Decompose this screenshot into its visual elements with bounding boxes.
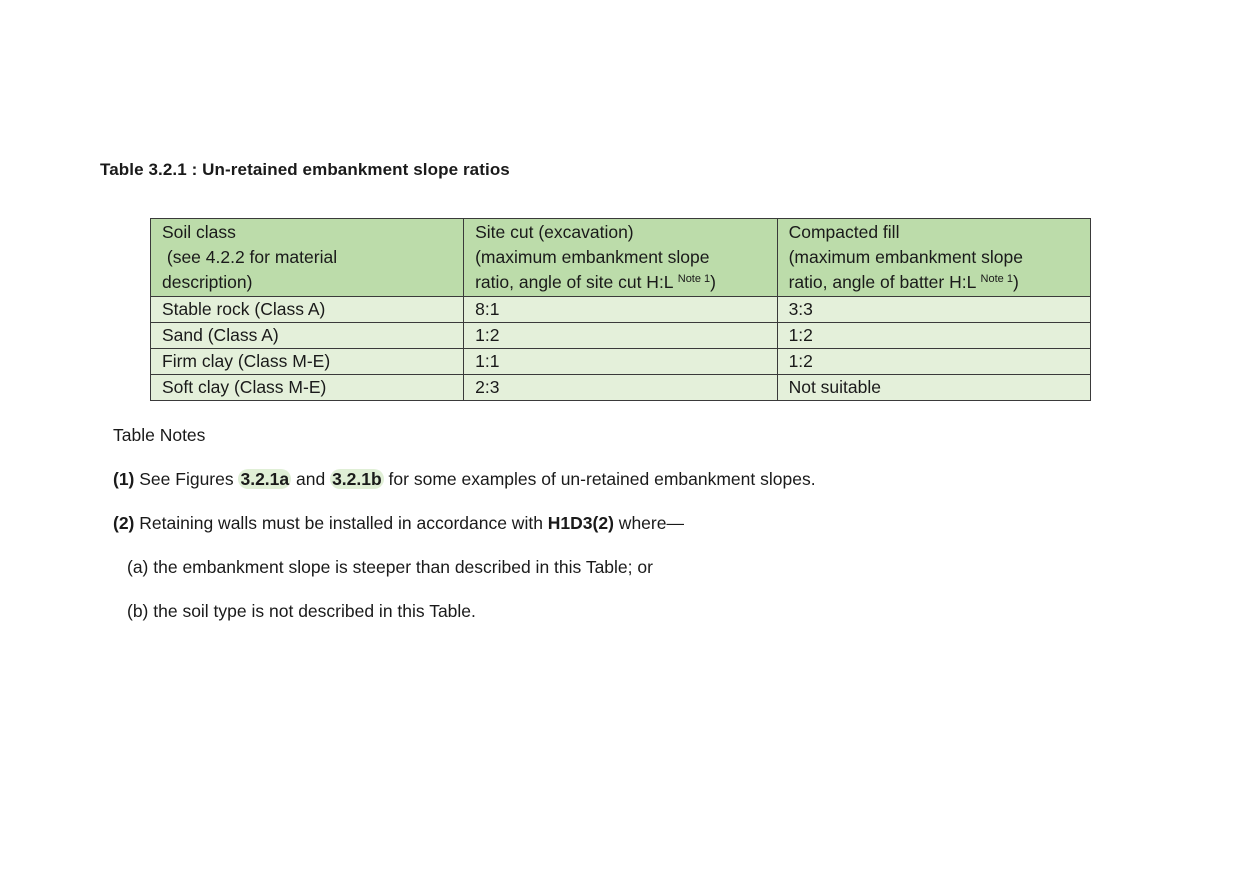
cell-compacted-fill: 3:3	[777, 297, 1090, 323]
cell-soil-class: Sand (Class A)	[151, 323, 464, 349]
table-title: Table 3.2.1 : Un-retained embankment slope ratios	[100, 160, 510, 179]
cell-compacted-fill: 1:2	[777, 323, 1090, 349]
cell-compacted-fill: Not suitable	[777, 375, 1090, 401]
header-text: ratio, angle of site cut H:L	[475, 272, 678, 292]
header-line: Site cut (excavation)	[475, 222, 634, 242]
clause-reference: H1D3(2)	[547, 513, 614, 533]
cell-site-cut: 1:1	[464, 349, 777, 375]
cell-site-cut: 8:1	[464, 297, 777, 323]
table-row	[151, 349, 1091, 375]
header-line: Soil class	[162, 222, 236, 242]
note-2a: (a) the embankment slope is steeper than described in this Table; or	[127, 557, 653, 577]
cell-soil-class: Firm clay (Class M-E)	[151, 349, 464, 375]
header-line: description)	[162, 272, 253, 292]
header-line: (see 4.2.2 for material	[162, 247, 338, 267]
table-row	[151, 323, 1091, 349]
cell-soil-class: Soft clay (Class M-E)	[151, 375, 464, 401]
header-line: Compacted fill	[788, 222, 900, 242]
note-text: and	[291, 469, 331, 489]
header-text: ratio, angle of batter H:L	[788, 272, 981, 292]
header-site-cut	[464, 219, 777, 297]
cell-soil-class: Stable rock (Class A)	[151, 297, 464, 323]
note-reference: Note 1	[677, 273, 711, 285]
header-suffix: )	[1012, 272, 1019, 292]
note-text: Retaining walls must be installed in accordance with	[134, 513, 548, 533]
table-row	[151, 375, 1091, 401]
header-soil-class	[151, 219, 464, 297]
note-1	[113, 469, 816, 490]
note-text: for some examples of un-retained embankment slopes.	[383, 469, 816, 489]
table-row	[151, 297, 1091, 323]
note-2	[113, 513, 684, 534]
table-header-row	[151, 219, 1091, 297]
figure-link-3-2-1a[interactable]: 3.2.1a	[240, 469, 290, 489]
header-line: (maximum embankment slope	[475, 247, 710, 267]
cell-site-cut: 2:3	[464, 375, 777, 401]
header-line	[789, 270, 1079, 295]
cell-site-cut: 1:2	[464, 323, 777, 349]
note-number: (2)	[113, 513, 135, 533]
header-line	[475, 270, 765, 295]
slope-ratio-table	[150, 218, 1091, 401]
header-suffix: )	[710, 272, 716, 292]
header-line: (maximum embankment slope	[788, 247, 1023, 267]
note-number: (1)	[113, 469, 135, 489]
note-text: where—	[613, 513, 684, 533]
note-text: See Figures	[134, 469, 239, 489]
notes-heading: Table Notes	[113, 425, 206, 445]
note-2b: (b) the soil type is not described in this Table.	[127, 601, 476, 621]
note-reference: Note 1	[980, 273, 1013, 285]
cell-compacted-fill: 1:2	[777, 349, 1090, 375]
header-compacted-fill	[777, 219, 1090, 297]
figure-link-3-2-1b[interactable]: 3.2.1b	[332, 469, 382, 489]
